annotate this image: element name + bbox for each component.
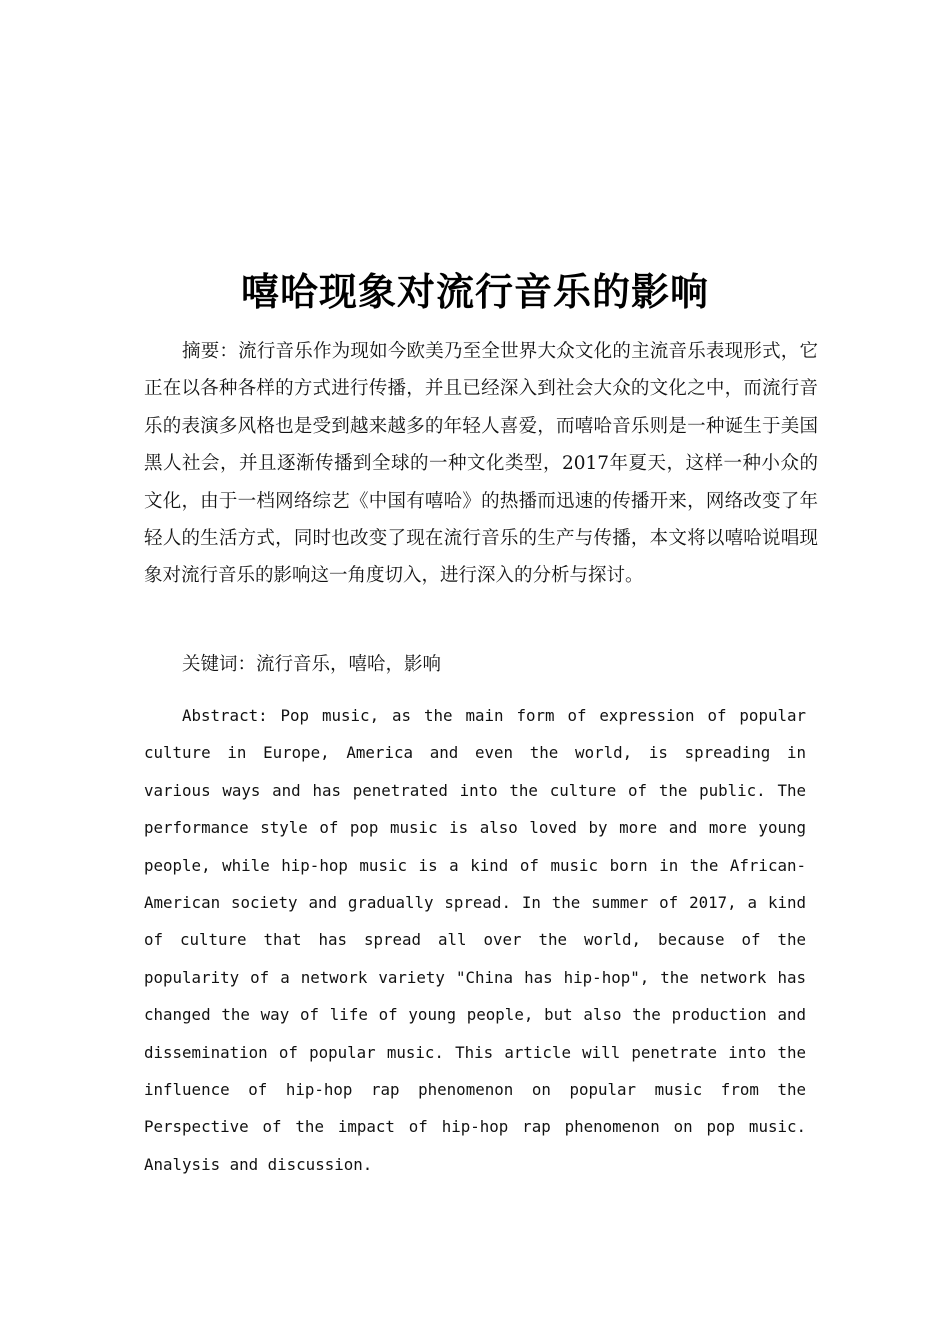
paper-title: 嘻哈现象对流行音乐的影响 bbox=[240, 270, 709, 314]
chinese-keywords: 关键词：流行音乐，嘻哈，影响 bbox=[182, 654, 442, 675]
english-abstract: Abstract: Pop music, as the main form of expression of popular culture in Europe, America and even the world, is spreading in various ways and has penetrated into the culture of the public. The performance style of pop music is also loved by more and more young people, while hip-hop music is a kind of music born in the African-American society and gradually spread. In the summer of 2017, a kind of culture that has spread all over the world, because of the popularity of a network variety "China has hip-hop", the network has changed the way of life of young people, but also the production and dissemination of popular music. This article will penetrate into the influence of hip-hop rap phenomenon on popular music from the Perspective of the impact of hip-hop rap phenomenon on pop music. Analysis and discussion. bbox=[144, 706, 806, 1174]
chinese-abstract: 摘要：流行音乐作为现如今欧美乃至全世界大众文化的主流音乐表现形式，它正在以各种各样的方式进行传播，并且已经深入到社会大众的文化之中，而流行音乐的表演多风格也是受到越来越多的年轻人喜爱，而嘻哈音乐则是一种诞生于美国黑人社会，并且逐渐传播到全球的一种文化类型，2017年夏天，这样一种小众的文化，由于一档网络综艺《中国有嘻哈》的热播而迅速的传播开来，网络改变了年轻人的生活方式，同时也改变了现在流行音乐的生产与传播，本文将以嘻哈说唱现象对流行音乐的影响这一角度切入，进行深入的分析与探讨。 bbox=[144, 341, 818, 587]
